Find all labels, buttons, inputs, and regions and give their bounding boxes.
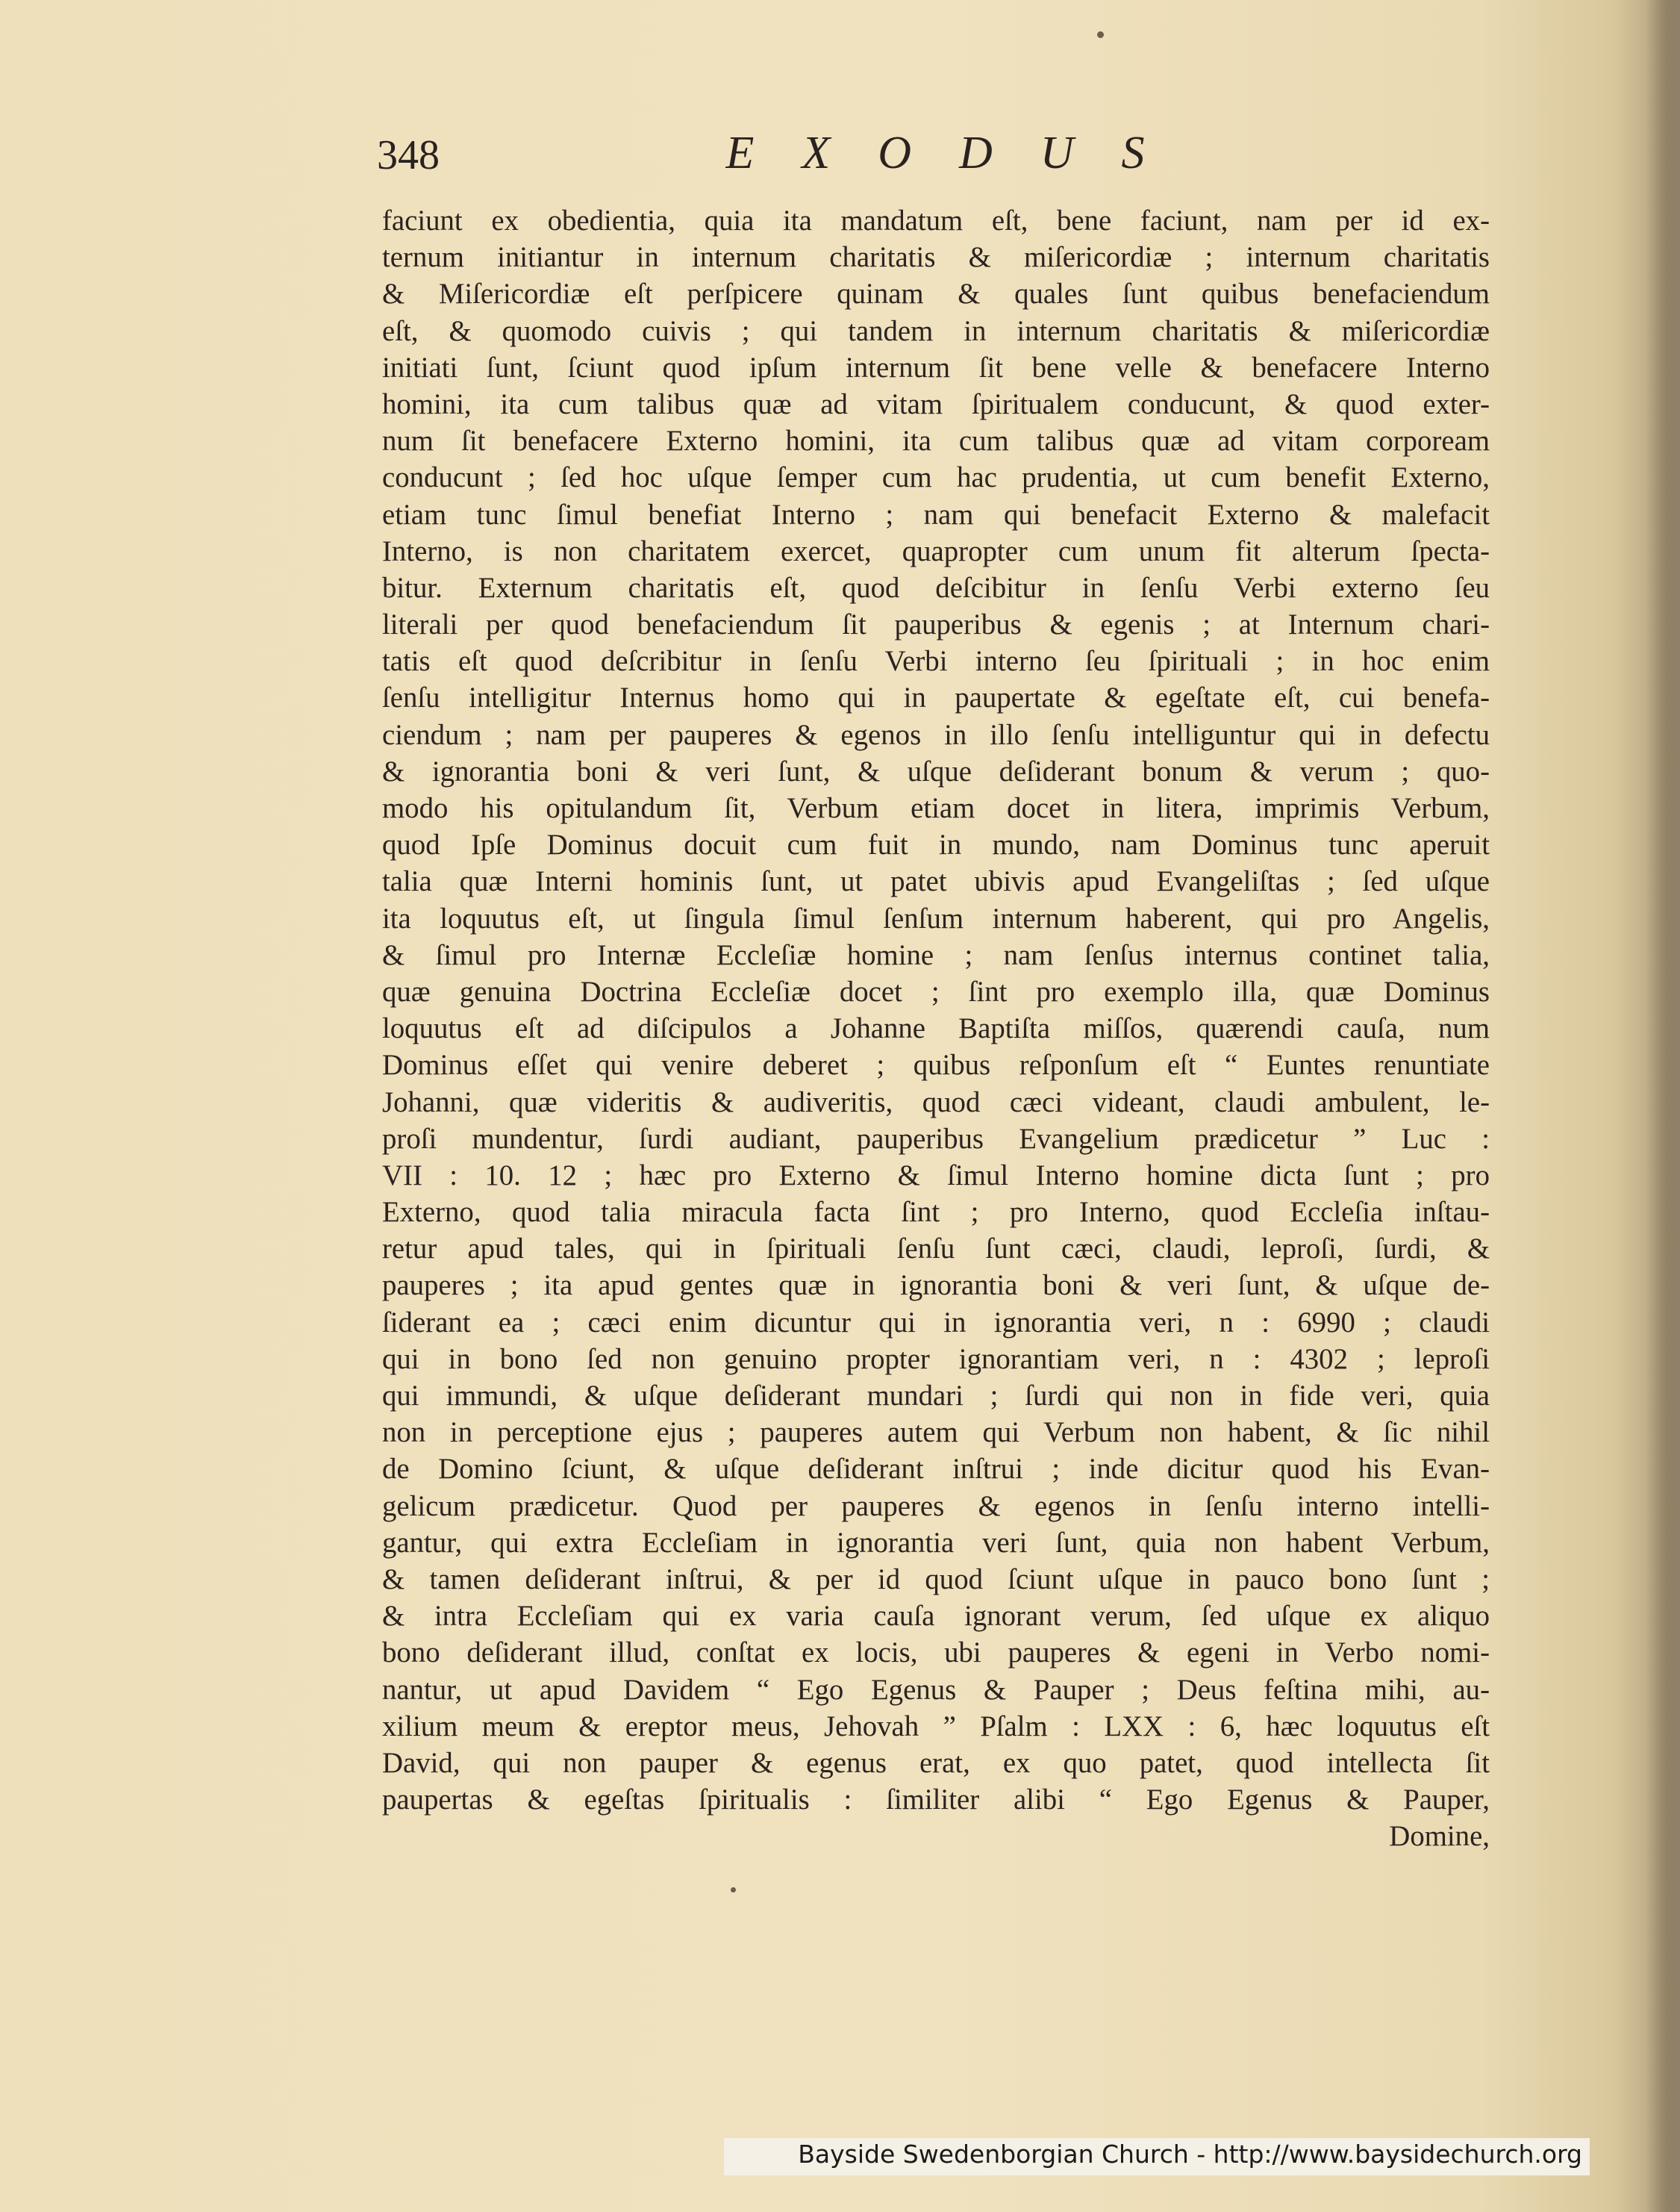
text-line: literali per quod benefaciendum ſit pauperibus & egenis ; at Internum chari- <box>382 608 1490 641</box>
text-line: qui in bono ſed non genuino propter ignorantiam veri, n : 4302 ; leproſi <box>382 1342 1490 1375</box>
text-line: Dominus eſſet qui venire deberet ; quibus reſponſum eſt “ Euntes renuntiate <box>382 1049 1490 1082</box>
footer-banner <box>724 2138 1590 2175</box>
page-header <box>377 127 1496 194</box>
text-line: paupertas & egeſtas ſpiritualis : ſimiliter alibi “ Ego Egenus & Pauper, <box>382 1783 1490 1816</box>
text-line: eſt, & quomodo cuivis ; qui tandem in internum charitatis & miſericordiæ <box>382 314 1490 347</box>
running-head: EXODUS <box>725 128 1193 178</box>
text-line: homini, ita cum talibus quæ ad vitam ſpiritualem conducunt, & quod exter- <box>382 387 1490 420</box>
text-line: & ſimul pro Internæ Eccleſiæ homine ; nam ſenſus internus continet talia, <box>382 938 1490 971</box>
text-line: qui immundi, & uſque deſiderant mundari ; ſurdi qui non in fide veri, quia <box>382 1380 1490 1412</box>
text-line: tatis eſt quod deſcribitur in ſenſu Verbi interno ſeu ſpirituali ; in hoc enim <box>382 645 1490 678</box>
text-line: & tamen deſiderant inſtrui, & per id quod ſciunt uſque in pauco bono ſunt ; <box>382 1563 1490 1595</box>
text-line: Interno, is non charitatem exercet, quapropter cum unum fit alterum ſpecta- <box>382 535 1490 567</box>
text-line: David, qui non pauper & egenus erat, ex quo patet, quod intellecta ſit <box>382 1746 1490 1779</box>
text-line: proſi mundentur, ſurdi audiant, pauperibus Evangelium prædicetur ” Luc : <box>382 1122 1490 1155</box>
text-line: & intra Eccleſiam qui ex varia cauſa ignorant verum, ſed uſque ex aliquo <box>382 1600 1490 1633</box>
text-line: nantur, ut apud Davidem “ Ego Egenus & Pauper ; Deus feſtina mihi, au- <box>382 1673 1490 1706</box>
text-line: ſiderant ea ; cæci enim dicuntur qui in ignorantia veri, n : 6990 ; claudi <box>382 1306 1490 1339</box>
text-line: conducunt ; ſed hoc uſque ſemper cum hac prudentia, ut cum benefit Externo, <box>382 461 1490 494</box>
text-line: Externo, quod talia miracula facta ſint ; pro Interno, quod Eccleſia inſtau- <box>382 1196 1490 1229</box>
text-line: gantur, qui extra Eccleſiam in ignorantia veri ſunt, quia non habent Verbum, <box>382 1526 1490 1559</box>
text-line: talia quæ Interni hominis ſunt, ut patet ubivis apud Evangeliſtas ; ſed uſque <box>382 865 1490 898</box>
text-line: bono deſiderant illud, conſtat ex locis, ubi pauperes & egeni in Verbo nomi- <box>382 1636 1490 1669</box>
text-line: ciendum ; nam per pauperes & egenos in illo ſenſu intelliguntur qui in defectu <box>382 718 1490 751</box>
text-line: retur apud tales, qui in ſpirituali ſenſu ſunt cæci, claudi, leproſi, ſurdi, & <box>382 1233 1490 1265</box>
text-line: quod Ipſe Dominus docuit cum fuit in mundo, nam Dominus tunc aperuit <box>382 829 1490 862</box>
text-line: & Miſericordiæ eſt perſpicere quinam & quales ſunt quibus benefaciendum <box>382 278 1490 311</box>
text-line: xilium meum & ereptor meus, Jehovah ” Pſalm : LXX : 6, hæc loquutus eſt <box>382 1710 1490 1742</box>
text-line: non in perceptione ejus ; pauperes autem qui Verbum non habent, & ſic nihil <box>382 1416 1490 1449</box>
watermark-text: Bayside Swedenborgian Church - http://www.baysidechurch.org <box>798 2140 1582 2169</box>
text-line: ternum initiantur in internum charitatis & miſericordiæ ; internum charitatis <box>382 241 1490 274</box>
text-line: Johanni, quæ videritis & audiveritis, quod cæci videant, claudi ambulent, le- <box>382 1085 1490 1118</box>
text-line: quæ genuina Doctrina Eccleſiæ docet ; ſint pro exemplo illa, quæ Dominus <box>382 975 1490 1008</box>
text-line: loquutus eſt ad diſcipulos a Johanne Baptiſta miſſos, quærendi cauſa, num <box>382 1012 1490 1045</box>
text-line: pauperes ; ita apud gentes quæ in ignorantia boni & veri ſunt, & uſque de- <box>382 1269 1490 1302</box>
text-line: gelicum prædicetur. Quod per pauperes & egenos in ſenſu interno intelli- <box>382 1489 1490 1522</box>
paper-speck <box>1097 31 1104 38</box>
text-line: initiati ſunt, ſciunt quod ipſum internum ſit bene velle & benefacere Interno <box>382 351 1490 384</box>
text-line: ſenſu intelligitur Internus homo qui in paupertate & egeſtate eſt, cui benefa- <box>382 682 1490 714</box>
page-edge-shadow <box>1646 0 1680 2212</box>
text-line: etiam tunc ſimul benefiat Interno ; nam qui benefacit Externo & malefacit <box>382 498 1490 531</box>
text-line: bitur. Externum charitatis eſt, quod deſcibitur in ſenſu Verbi externo ſeu <box>382 571 1490 604</box>
body-text <box>382 202 1490 1854</box>
text-line: VII : 10. 12 ; hæc pro Externo & ſimul Interno homine dicta ſunt ; pro <box>382 1159 1490 1191</box>
text-line: num ſit benefacere Externo homini, ita cum talibus quæ ad vitam corpoream <box>382 425 1490 458</box>
text-line: faciunt ex obedientia, quia ita mandatum eſt, bene faciunt, nam per id ex- <box>382 205 1490 237</box>
text-line: modo his opitulandum ſit, Verbum etiam docet in litera, imprimis Verbum, <box>382 792 1490 824</box>
text-line: & ignorantia boni & veri ſunt, & uſque deſiderant bonum & verum ; quo- <box>382 755 1490 788</box>
text-line: ita loquutus eſt, ut ſingula ſimul ſenſum internum haberent, qui pro Angelis, <box>382 902 1490 935</box>
paper-speck <box>731 1887 736 1892</box>
page-number: 348 <box>377 132 440 178</box>
text-line: de Domino ſciunt, & uſque deſiderant inſtrui ; inde dicitur quod his Evan- <box>382 1453 1490 1486</box>
catchword: Domine, <box>1389 1820 1490 1853</box>
